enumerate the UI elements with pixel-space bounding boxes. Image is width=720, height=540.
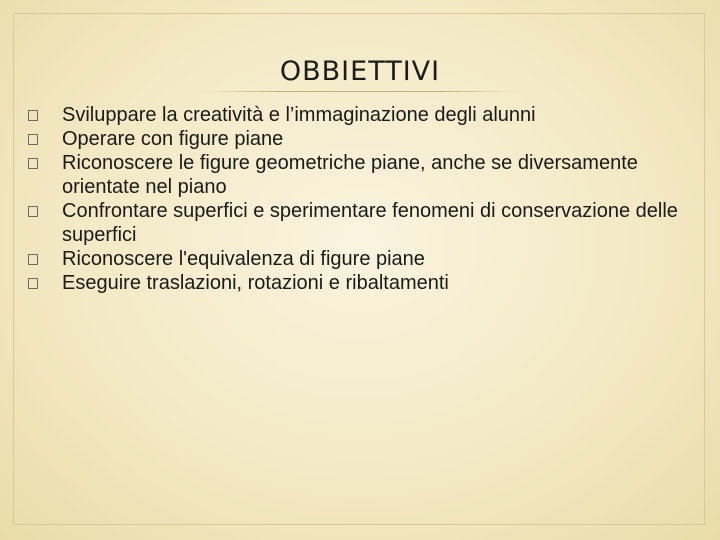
list-item-text: Riconoscere le figure geometriche piane, anche se diversamente orientate nel piano [62, 152, 638, 198]
objectives-list [28, 103, 698, 295]
list-item [28, 127, 698, 151]
list-item-text: Operare con figure piane [62, 128, 284, 150]
list-item [28, 271, 698, 295]
square-bullet-icon [28, 254, 38, 265]
square-bullet-icon [28, 134, 38, 145]
list-item [28, 199, 698, 247]
list-item [28, 151, 698, 199]
list-item-text: Confrontare superfici e sperimentare fenomeni di conservazione delle superfici [62, 200, 678, 246]
list-item-text: Sviluppare la creatività e l’immaginazione degli alunni [62, 104, 536, 126]
list-item-text: Riconoscere l'equivalenza di figure piane [62, 248, 425, 270]
square-bullet-icon [28, 278, 38, 289]
title-underline-divider [200, 91, 520, 92]
square-bullet-icon [28, 110, 38, 121]
square-bullet-icon [28, 158, 38, 169]
list-item [28, 103, 698, 127]
list-item [28, 247, 698, 271]
square-bullet-icon [28, 206, 38, 217]
slide-title: OBBIETTIVI [279, 56, 441, 87]
list-item-text: Eseguire traslazioni, rotazioni e ribaltamenti [62, 272, 449, 294]
